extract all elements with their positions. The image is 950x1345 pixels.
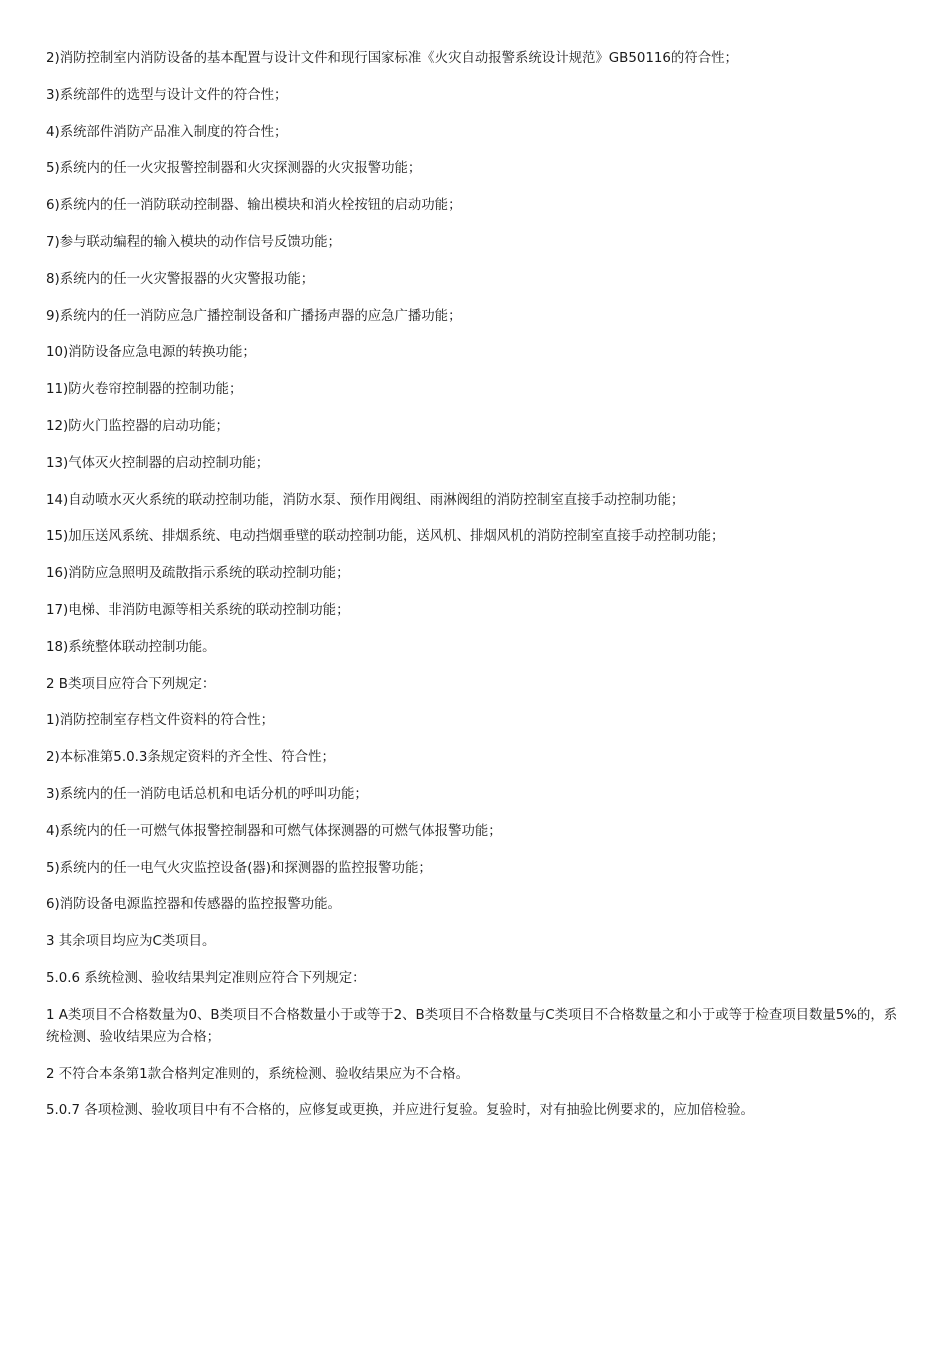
- paragraph: 6)系统内的任一消防联动控制器、输出模块和消火栓按钮的启动功能；: [46, 198, 462, 214]
- paragraph: 6)消防设备电源监控器和传感器的监控报警功能。: [46, 897, 341, 913]
- paragraph: 2 B类项目应符合下列规定：: [46, 676, 216, 692]
- paragraph: 5.0.7 各项检测、验收项目中有不合格的，应修复或更换，并应进行复验。复验时，对有抽验比例要求的，应加倍检验。: [46, 1103, 754, 1119]
- paragraph: 16)消防应急照明及疏散指示系统的联动控制功能；: [46, 566, 350, 582]
- paragraph: 10)消防设备应急电源的转换功能；: [46, 345, 256, 361]
- document-body: [46, 48, 908, 1137]
- paragraph: 15)加压送风系统、排烟系统、电动挡烟垂壁的联动控制功能，送风机、排烟风机的消防控制室直接手动控制功能；: [46, 529, 725, 545]
- paragraph: 3)系统内的任一消防电话总机和电话分机的呼叫功能；: [46, 786, 368, 802]
- paragraph: 14)自动喷水灭火系统的联动控制功能，消防水泵、预作用阀组、雨淋阀组的消防控制室直接手动控制功能；: [46, 492, 685, 508]
- paragraph: 5)系统内的任一电气火灾监控设备(器)和探测器的监控报警功能；: [46, 860, 432, 876]
- paragraph: 1 A类项目不合格数量为0、B类项目不合格数量小于或等于2、B类项目不合格数量与C类项目不合格数量之和小于或等于检查项目数量5%的，系统检测、验收结果应为合格；: [46, 1007, 898, 1045]
- paragraph: 9)系统内的任一消防应急广播控制设备和广播扬声器的应急广播功能；: [46, 308, 462, 324]
- paragraph: 5.0.6 系统检测、验收结果判定准则应符合下列规定：: [46, 970, 366, 986]
- paragraph: 3)系统部件的选型与设计文件的符合性；: [46, 87, 288, 103]
- paragraph: 7)参与联动编程的输入模块的动作信号反馈功能；: [46, 234, 341, 250]
- paragraph: 4)系统部件消防产品准入制度的符合性；: [46, 124, 288, 140]
- paragraph: 8)系统内的任一火灾警报器的火灾警报功能；: [46, 271, 315, 287]
- paragraph: 5)系统内的任一火灾报警控制器和火灾探测器的火灾报警功能；: [46, 161, 422, 177]
- paragraph: 17)电梯、非消防电源等相关系统的联动控制功能；: [46, 602, 350, 618]
- paragraph: 2)本标准第5.0.3条规定资料的齐全性、符合性；: [46, 750, 335, 766]
- paragraph: 3 其余项目均应为C类项目。: [46, 934, 216, 950]
- paragraph: 12)防火门监控器的启动功能；: [46, 418, 229, 434]
- paragraph: 11)防火卷帘控制器的控制功能；: [46, 382, 243, 398]
- paragraph: 4)系统内的任一可燃气体报警控制器和可燃气体探测器的可燃气体报警功能；: [46, 823, 502, 839]
- paragraph: 2)消防控制室内消防设备的基本配置与设计文件和现行国家标准《火灾自动报警系统设计规范》GB50116的符合性；: [46, 51, 738, 66]
- paragraph: 2 不符合本条第1款合格判定准则的，系统检测、验收结果应为不合格。: [46, 1066, 470, 1082]
- paragraph: 18)系统整体联动控制功能。: [46, 639, 216, 655]
- paragraph: 1)消防控制室存档文件资料的符合性；: [46, 713, 274, 729]
- paragraph: 13)气体灭火控制器的启动控制功能；: [46, 455, 270, 471]
